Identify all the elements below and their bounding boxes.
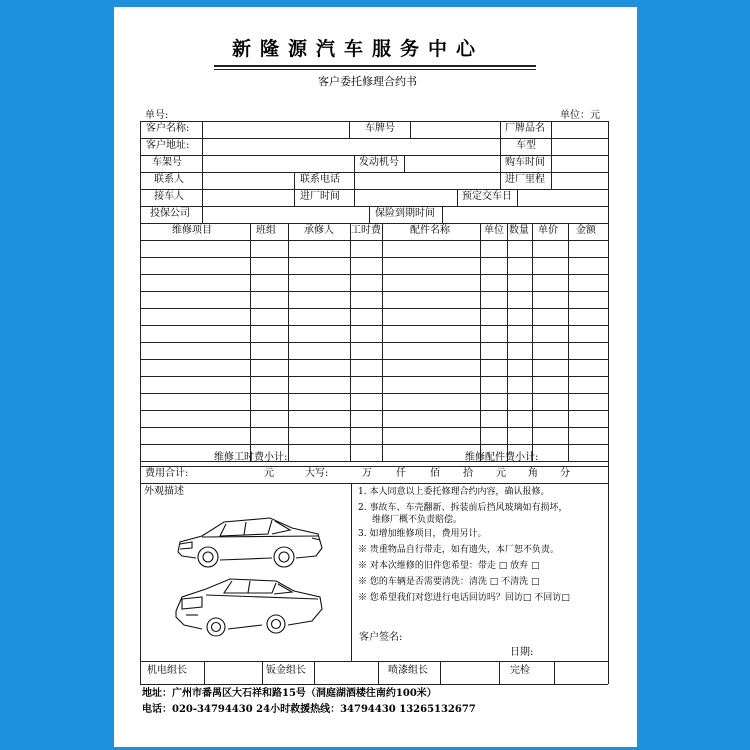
footer-phone: 电话：020-34794430 24小时救援热线：34794430 13265132677 (142, 704, 476, 715)
title-underline (214, 65, 536, 67)
col-header-amount: 金额 (576, 225, 596, 236)
form-bottom-border (140, 684, 608, 685)
table-row[interactable] (141, 377, 607, 393)
cell-divider (551, 121, 552, 138)
cell-divider (262, 661, 263, 684)
cell-divider (500, 138, 501, 155)
title-underline-thin (214, 69, 536, 70)
table-row[interactable] (141, 394, 607, 410)
capital-unit-label: 元 (496, 468, 506, 479)
col-header-technician: 承修人 (304, 225, 334, 236)
table-row[interactable] (141, 292, 607, 308)
capital-unit-label: 仟 (396, 468, 406, 479)
engine-number-label: 发动机号 (359, 157, 399, 168)
delivery-date-label: 预定交车日 (462, 191, 512, 202)
table-row[interactable] (141, 360, 607, 376)
contact-label: 联系人 (154, 174, 184, 185)
cell-divider (551, 155, 552, 172)
unit-label: 单位：元 (560, 110, 600, 121)
form-right-border (608, 121, 609, 684)
terms-item: ※ 您的车辆是否需要清洗：清洗 □ 不清洗 □ (358, 577, 540, 587)
frame-number-label: 车架号 (152, 157, 182, 168)
appearance-divider (351, 483, 352, 661)
cell-divider (499, 661, 500, 684)
cell-divider (202, 206, 203, 223)
brand-label: 厂牌品名 (505, 123, 545, 134)
cell-divider (314, 661, 315, 684)
cell-divider (442, 206, 443, 223)
cell-divider (354, 189, 355, 206)
paint-lead-label: 喷漆组长 (388, 665, 428, 676)
col-header-unit: 单位 (484, 225, 504, 236)
cell-divider (202, 172, 203, 189)
cell-divider (204, 661, 205, 684)
info-row-line (140, 206, 608, 207)
footer-address: 地址：广州市番禺区大石祥和路15号（洞庭湖酒楼往南约100米） (142, 688, 437, 699)
total-bottom-line (140, 483, 608, 484)
info-row-line (140, 172, 608, 173)
cell-divider (369, 206, 370, 223)
table-row[interactable] (141, 411, 607, 427)
customer-name-label: 客户名称: (146, 123, 190, 134)
car-side-view-icon (172, 512, 327, 572)
info-row-line (140, 155, 608, 156)
table-row[interactable] (141, 326, 607, 342)
signature-label: 客户签名: (359, 632, 403, 643)
capital-unit-label: 拾 (463, 468, 473, 479)
bottom-row-top-line (140, 661, 608, 662)
cell-divider (551, 138, 552, 155)
address-label: 客户地址: (146, 140, 190, 151)
table-row[interactable] (141, 258, 607, 274)
plate-label: 车牌号 (365, 123, 395, 134)
terms-item: 3. 如增加维修项目，费用另计。 (358, 529, 487, 539)
parts-subtotal-label: 维修配件费小计: (465, 452, 539, 463)
capital-amount-label: 大写: (305, 468, 329, 479)
form-subtitle: 客户委托修理合约书 (318, 75, 417, 88)
capital-unit-label: 角 (528, 468, 538, 479)
order-number-label: 单号: (145, 110, 169, 121)
terms-item: ※ 对本次维修的旧件您希望：带走 □ 放弃 □ (358, 561, 540, 571)
cell-divider (294, 189, 295, 206)
info-row-line (140, 138, 608, 139)
entry-time-label: 进厂时间 (300, 191, 340, 202)
cell-divider (354, 172, 355, 189)
cell-divider (410, 121, 411, 138)
cell-divider (517, 189, 518, 206)
contract-form (114, 7, 637, 747)
cell-divider (551, 172, 552, 189)
terms-item: ※ 贵重物品自行带走，如有遗失，本厂恕不负责。 (358, 545, 559, 555)
cell-divider (294, 172, 295, 189)
phone-label: 联系电话 (300, 174, 340, 185)
capital-unit-label: 万 (362, 468, 372, 479)
labor-subtotal-label: 维修工时费小计: (214, 452, 288, 463)
cell-divider (354, 155, 355, 172)
cell-divider (404, 155, 405, 172)
terms-item: 2. 事故车、车壳翻新、拆装前后挡风玻璃如有损坏， (358, 503, 568, 513)
cell-divider (500, 172, 501, 189)
cell-divider (349, 121, 350, 138)
cell-divider (440, 661, 441, 684)
capital-unit-label: 佰 (430, 468, 440, 479)
cell-divider (554, 661, 555, 684)
receiver-label: 接车人 (154, 191, 184, 202)
cell-divider (202, 138, 203, 155)
insurer-label: 投保公司 (150, 208, 190, 219)
car-rear-view-icon (172, 575, 327, 641)
model-label: 车型 (516, 140, 536, 151)
terms-item: ※ 您希望我们对您进行电话回访吗？回访□ 不回访□ (358, 593, 570, 603)
insurance-expiry-label: 保险到期时间 (375, 208, 435, 219)
info-row-line (140, 223, 608, 224)
col-header-quantity: 数量 (509, 225, 529, 236)
form-top-border (140, 121, 608, 122)
cell-divider (378, 661, 379, 684)
capital-unit-label: 分 (560, 468, 570, 479)
cell-divider (500, 155, 501, 172)
cell-divider (202, 155, 203, 172)
info-row-line (140, 189, 608, 190)
cell-divider (202, 189, 203, 206)
mileage-label: 进厂里程 (505, 174, 545, 185)
appearance-label: 外观描述 (144, 486, 184, 497)
table-row[interactable] (141, 275, 607, 291)
total-label: 费用合计: (145, 468, 189, 479)
cell-divider (500, 121, 501, 138)
col-header-unit-price: 单价 (538, 225, 558, 236)
cell-divider (457, 189, 458, 206)
electrical-lead-label: 机电组长 (147, 665, 187, 676)
date-label: 日期: (510, 647, 534, 658)
table-row[interactable] (141, 428, 607, 444)
final-inspection-label: 完检 (510, 665, 530, 676)
cell-divider (202, 121, 203, 138)
terms-item: 1. 本人同意以上委托修理合约内容，确认报修。 (358, 487, 550, 497)
col-header-team: 班组 (256, 225, 276, 236)
total-yuan-label: 元 (264, 468, 274, 479)
col-header-repair-item: 维修项目 (172, 225, 212, 236)
company-title: 新隆源汽车服务中心 (232, 38, 485, 60)
table-row[interactable] (141, 309, 607, 325)
table-row[interactable] (141, 343, 607, 359)
table-row[interactable] (141, 241, 607, 257)
terms-item: 维修厂概不负责赔偿。 (372, 515, 463, 525)
sheetmetal-lead-label: 钣金组长 (266, 665, 306, 676)
subtotal-bottom-line (140, 466, 608, 467)
purchase-date-label: 购车时间 (505, 157, 545, 168)
col-header-labor-fee: 工时费 (351, 225, 381, 236)
col-header-part-name: 配件名称 (410, 225, 450, 236)
